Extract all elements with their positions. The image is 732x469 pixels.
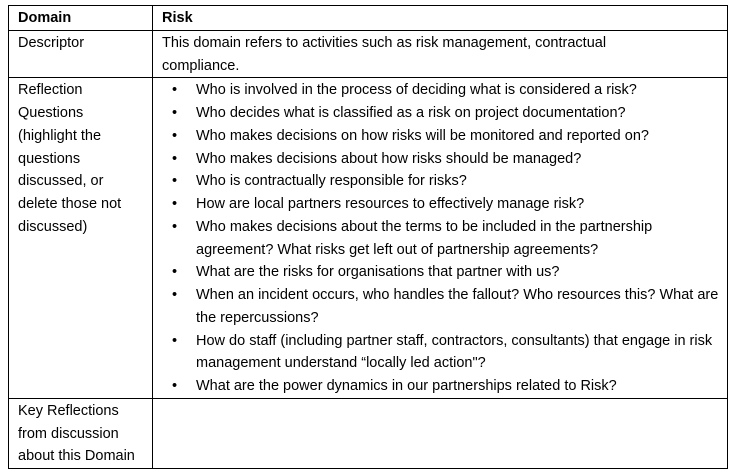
reflection-question	[162, 102, 719, 125]
question-text: How are local partners resources to effectively manage risk?	[196, 196, 585, 212]
reflection-questions-row	[9, 78, 728, 399]
header-label-domain: Domain	[18, 10, 72, 26]
reflection-question	[162, 193, 719, 216]
key-reflections-content-cell[interactable]	[153, 398, 728, 468]
table-header-row	[9, 6, 728, 31]
bullet-icon: •	[172, 218, 178, 235]
question-text: What are the risks for organisations that partner with us?	[196, 264, 560, 281]
header-cell-domain[interactable]	[9, 6, 153, 31]
key-reflections-row	[9, 398, 728, 468]
reflection-label: Reflection Questions (highlight the questions discussed, or delete those not discussed)	[18, 82, 122, 235]
question-text: Who makes decisions about the terms to be included in the partnership agreement? What risks get left out of partnership agreements?	[196, 218, 653, 258]
reflection-question	[162, 216, 719, 262]
descriptor-text: This domain refers to activities such as risk management, contractual compliance.	[162, 34, 607, 74]
key-reflections-label: Key Reflections from discussion about this Domain	[18, 402, 135, 465]
reflection-label-cell[interactable]	[9, 78, 153, 399]
bullet-icon: •	[172, 150, 178, 167]
reflection-question-list	[162, 79, 719, 398]
bullet-icon: •	[172, 127, 178, 144]
question-text: What are the power dynamics in our partnerships related to Risk?	[196, 378, 617, 394]
question-text: Who is involved in the process of deciding what is considered a risk?	[196, 82, 637, 99]
reflection-content-cell[interactable]	[153, 78, 728, 399]
question-text: Who makes decisions about how risks should be managed?	[196, 150, 582, 167]
header-label-risk: Risk	[162, 10, 193, 26]
bullet-icon: •	[172, 196, 178, 212]
descriptor-content-cell[interactable]	[153, 30, 728, 78]
bullet-icon: •	[172, 378, 178, 394]
descriptor-label: Descriptor	[18, 34, 85, 51]
bullet-icon: •	[172, 82, 178, 99]
question-text: Who decides what is classified as a risk on project documentation?	[196, 105, 626, 121]
question-text: Who is contractually responsible for risks?	[196, 173, 467, 190]
reflection-question	[162, 125, 719, 148]
reflection-question	[162, 284, 719, 330]
reflection-question	[162, 170, 719, 193]
reflection-question	[162, 375, 719, 398]
question-text: When an incident occurs, who handles the fallout? Who resources this? What are the repercussions?	[196, 287, 719, 326]
key-reflections-label-cell[interactable]	[9, 398, 153, 468]
bullet-icon: •	[172, 105, 178, 121]
domain-risk-table	[8, 5, 728, 469]
bullet-icon: •	[172, 287, 178, 303]
bullet-icon: •	[172, 264, 178, 281]
bullet-icon: •	[172, 332, 178, 349]
bullet-icon: •	[172, 173, 178, 190]
reflection-question	[162, 330, 719, 376]
descriptor-row	[9, 30, 728, 78]
reflection-question	[162, 148, 719, 171]
reflection-question	[162, 261, 719, 284]
question-text: How do staff (including partner staff, contractors, consultants) that engage in risk management understand “locally led action"?	[196, 332, 713, 372]
descriptor-label-cell[interactable]	[9, 30, 153, 78]
question-text: Who makes decisions on how risks will be monitored and reported on?	[196, 127, 649, 144]
reflection-question	[162, 79, 719, 102]
header-cell-risk[interactable]	[153, 6, 728, 31]
